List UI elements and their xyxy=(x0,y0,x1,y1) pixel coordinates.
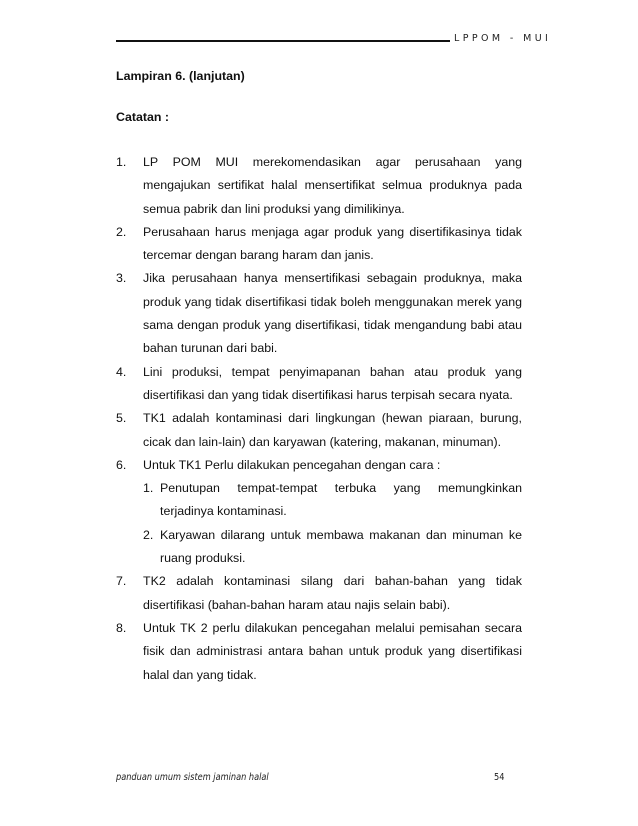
list-item xyxy=(116,361,522,408)
sub-item-text: Karyawan dilarang untuk membawa makanan dan minuman ke ruang produksi. xyxy=(160,527,522,566)
list-item xyxy=(116,151,522,221)
item-number: 2. xyxy=(116,224,127,239)
item-number: 1. xyxy=(116,155,127,169)
list-item xyxy=(116,221,522,268)
item-text: TK1 adalah kontaminasi dari lingkungan (hewan piaraan, burung, cicak dan lain-lain) dan karyawan (katering, makanan, minuman). xyxy=(143,411,522,449)
item-number: 4. xyxy=(116,364,127,379)
sub-item-number: 2. xyxy=(143,527,154,542)
list-item xyxy=(116,454,522,570)
item-number: 7. xyxy=(116,574,127,589)
header-rule xyxy=(116,40,450,42)
header-text: LPPOM - MUI xyxy=(454,33,552,44)
page-title: Lampiran 6. (lanjutan) xyxy=(116,69,245,83)
sub-item-text: Penutupan tempat-tempat terbuka yang memungkinkan terjadinya kontaminasi. xyxy=(160,481,522,519)
list-item xyxy=(116,570,522,617)
list-item xyxy=(116,617,522,687)
notes-heading: Catatan : xyxy=(116,110,170,124)
item-number: 5. xyxy=(116,411,127,426)
page-number: 54 xyxy=(494,772,505,783)
list-item xyxy=(116,407,522,454)
item-number: 3. xyxy=(116,271,127,286)
list-item xyxy=(116,267,522,360)
item-text: LP POM MUI merekomendasikan agar perusahaan yang mengajukan sertifikat halal mensertifikat selmua produknya pada semua pabrik dan lini produksi yang dimilikinya. xyxy=(143,155,522,216)
sub-list-item xyxy=(143,477,522,524)
sub-item-number: 1. xyxy=(143,481,154,496)
footer-title: panduan umum sistem jaminan halal xyxy=(116,772,269,783)
notes-list xyxy=(116,151,522,687)
sub-list-item xyxy=(143,524,522,571)
item-text: Perusahaan harus menjaga agar produk yang disertifikasinya tidak tercemar dengan barang haram dan janis. xyxy=(143,224,522,263)
item-number: 6. xyxy=(116,457,127,472)
item-text: Jika perusahaan hanya mensertifikasi sebagain produknya, maka produk yang tidak disertifikasi tidak boleh menggunakan merek yang sama dengan produk yang disertifikasi, tidak mengandung babi atau bahan turunan dari babi. xyxy=(143,271,522,356)
item-text: TK2 adalah kontaminasi silang dari bahan-bahan yang tidak disertifikasi (bahan-bahan haram atau najis selain babi). xyxy=(143,574,522,612)
item-text: Lini produksi, tempat penyimapanan bahan atau produk yang disertifikasi dan yang tidak disertifikasi harus terpisah secara nyata. xyxy=(143,364,522,402)
item-number: 8. xyxy=(116,620,127,635)
item-text: Untuk TK1 Perlu dilakukan pencegahan dengan cara : xyxy=(143,457,441,472)
item-text: Untuk TK 2 perlu dilakukan pencegahan melalui pemisahan secara fisik dan administrasi antara bahan untuk produk yang disertifikasi halal dan yang tidak. xyxy=(143,620,522,682)
